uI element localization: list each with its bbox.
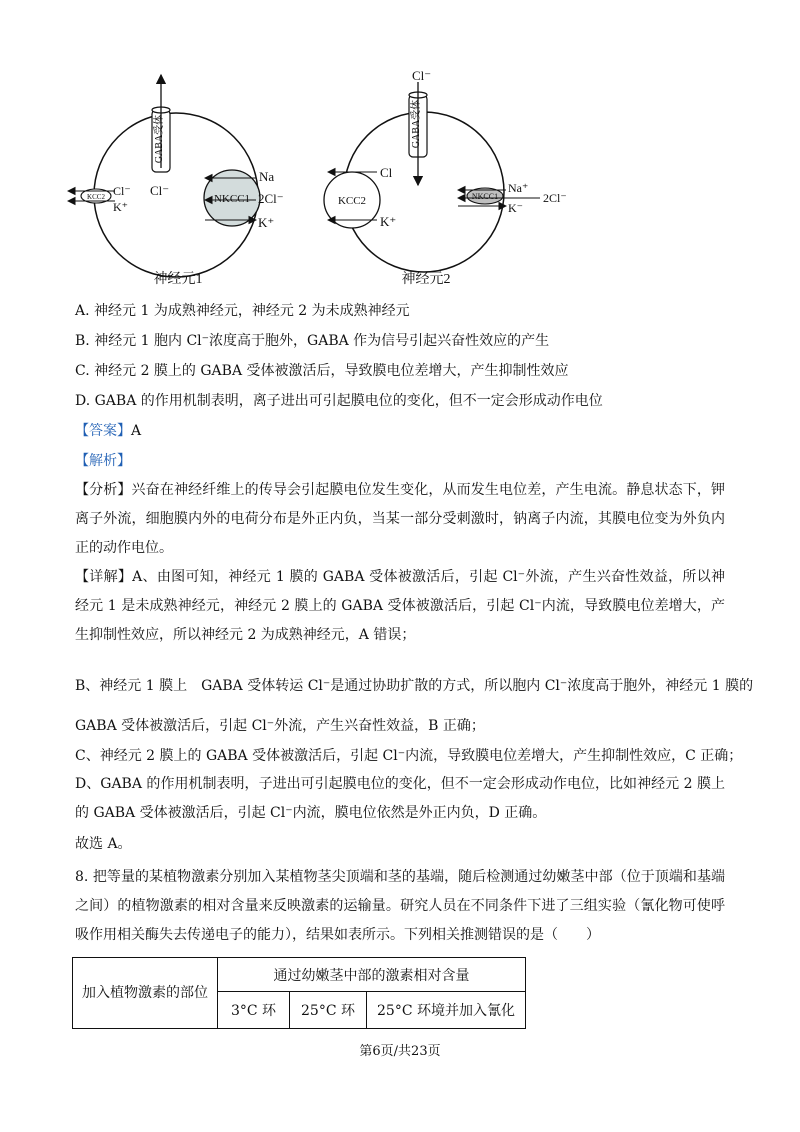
answer-line [75,421,141,441]
table-col-2: 25°C 环 [290,992,367,1029]
k-label-1: K⁺ [258,215,275,230]
cl-label-2: Cl⁻ [412,68,432,83]
answer-label: 【答案】 [75,423,131,439]
kcc2-label-1: KCC2 [87,193,105,201]
neuron-2-diagram [324,68,567,287]
table-group-header: 通过幼嫩茎中部的激素相对含量 [218,958,526,992]
option-b: B. 神经元 1 胞内 Cl⁻浓度高于胞外，GABA 作为信号引起兴奋性效应的产生 [75,333,550,349]
neuron-figure [0,0,800,300]
kcc2-label-2: KCC2 [337,195,367,207]
option-a: A. 神经元 1 为成熟神经元，神经元 2 为未成熟神经元 [75,303,410,319]
xiangjie-label: 【详解】 [75,569,133,585]
fenxi-paragraph [75,476,725,563]
xiangjie-b-line2: GABA 受体被激活后，引起 Cl⁻外流，产生兴奋性效益，B 正确； [75,718,485,734]
table-col-3: 25°C 环境并加入氰化 [367,992,526,1029]
question-8-text: 8. 把等量的某植物激素分别加入某植物茎尖顶端和茎的基端，随后检测通过幼嫩茎中部（位于顶端和基端之间）的植物激素的相对含量来反映激素的运输量。研究人员在不同条件下进了三组实验（氰化物可使呼吸作用相关酶失去传递电子的能力），结果如表所示。下列相关推测错误的是（ ） [75,869,725,943]
table-row-header: 加入植物激素的部位 [73,958,218,1029]
answer-value: A [131,423,142,439]
xiangjie-a-text: A、由图可知，神经元 1 膜的 GABA 受体被激活后，引起 Cl⁻外流，产生兴奋性效益，所以神经元 1 是未成熟神经元，神经元 2 膜上的 GABA 受体被激活后，引起 Cl⁻内流，导致膜电位差增大，产生抑制性效应，所以神经元 2 为成熟神经元，A 错误； [75,569,725,643]
nkcc1-label-2: NKCC1 [471,192,499,201]
receptor-label-1: GABA受体 [154,114,165,164]
na-label-2: Na⁺ [508,181,529,195]
kcc2-cl-label-1: Cl⁻ [113,184,131,198]
two-cl-label-1: 2Cl⁻ [258,191,284,206]
analysis-label: 【解析】 [75,453,131,469]
na-label-1: Na [259,169,275,184]
caption-neuron-1: 神经元1 [153,272,203,287]
fenxi-text: 兴奋在神经纤维上的传导会引起膜电位发生变化，从而发生电位差，产生电流。静息状态下，钾离子外流，细胞膜内外的电荷分布是外正内负，当某一部分受刺激时，钠离子内流，其膜电位变为外负内正的动作电位。 [75,482,726,556]
cl-out-label-2: Cl [380,165,393,180]
kcc2-k-label-1: K⁺ [113,200,128,214]
k-out-label-2: K⁺ [380,214,397,229]
conclusion: 故选 A。 [75,836,132,852]
xiangjie-b-line1: B、神经元 1 膜上 GABA 受体转运 Cl⁻是通过协助扩散的方式，所以胞内 Cl⁻浓度高于胞外，神经元 1 膜的 [75,678,754,694]
xiangjie-c-line: C、神经元 2 膜上的 GABA 受体被激活后，引起 Cl⁻内流，导致膜电位差增大，产生抑制性效应，C 正确； [75,748,743,764]
k2-label-2: K⁻ [508,201,523,215]
option-d: D. GABA 的作用机制表明，离子进出可引起膜电位的变化，但不一定会形成动作电位 [75,393,603,409]
xiangjie-a-paragraph [75,563,725,650]
table-col-1: 3°C 环 [218,992,290,1029]
cl-label-1: Cl⁻ [150,183,170,198]
question-8-table [72,957,526,1029]
option-c: C. 神经元 2 膜上的 GABA 受体被激活后，导致膜电位差增大，产生抑制性效应 [75,363,569,379]
xiangjie-d-paragraph: D、GABA 的作用机制表明，子进出可引起膜电位的变化，但不一定会形成动作电位，比如神经元 2 膜上的 GABA 受体被激活后，引起 Cl⁻内流，膜电位依然是外正内负，D 正确。 [75,776,725,821]
fenxi-label: 【分析】 [75,482,132,498]
neuron-1-diagram [68,75,284,287]
two-cl-label-2: 2Cl⁻ [543,191,567,205]
caption-neuron-2: 神经元2 [401,272,451,287]
page-footer: 第6页/共23页 [359,1044,441,1059]
receptor-label-2: GABA受体 [411,99,422,149]
nkcc1-label-1: NKCC1 [213,193,251,205]
